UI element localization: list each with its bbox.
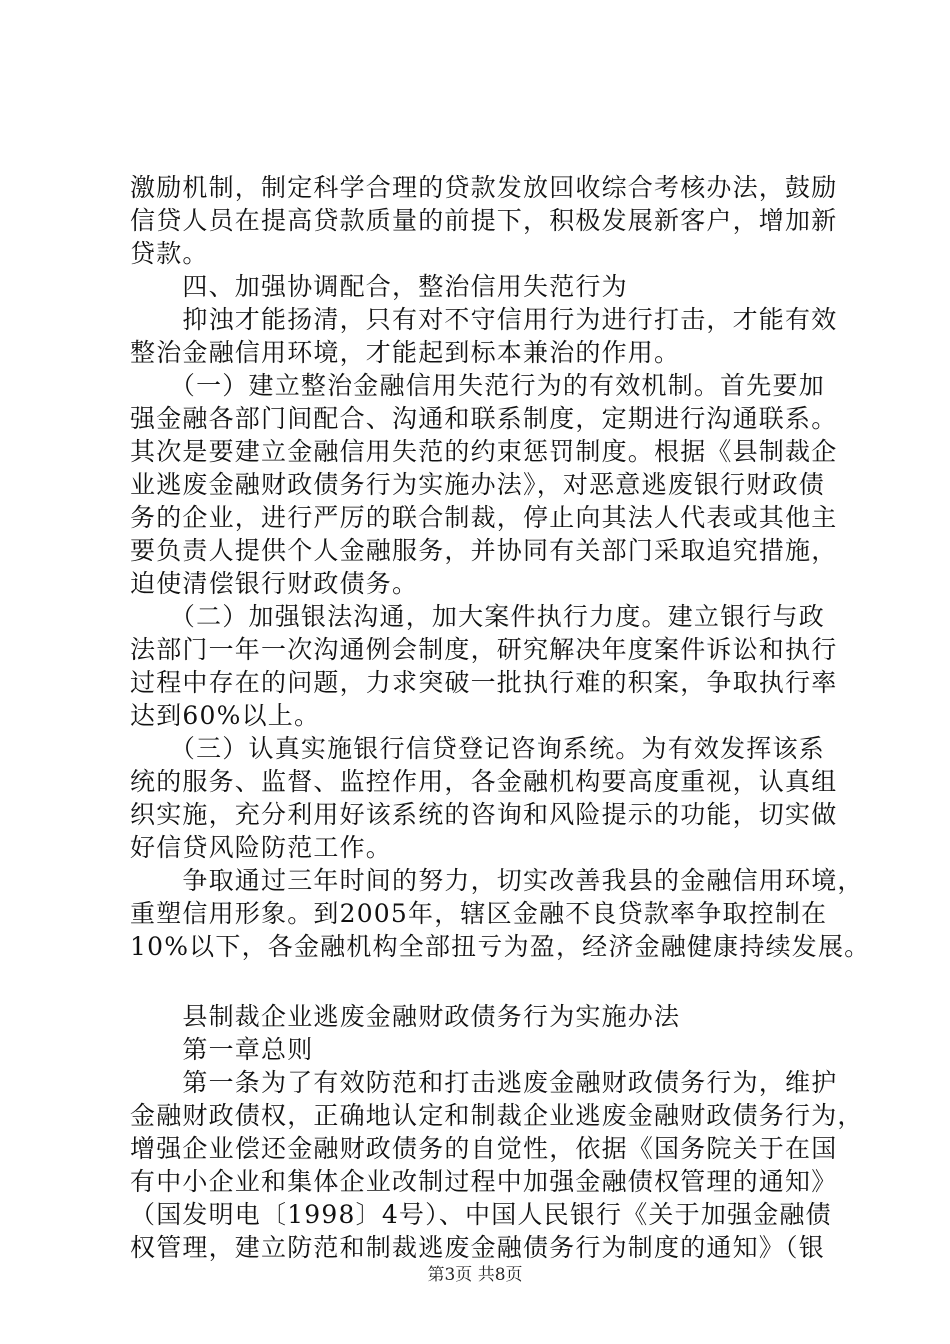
body-text-line: 法部门一年一次沟通例会制度，研究解决年度案件诉讼和执行 [130,635,838,664]
body-text-line: 整治金融信用环境，才能起到标本兼治的作用。 [130,338,681,367]
body-text-line: 激励机制，制定科学合理的贷款发放回收综合考核办法，鼓励 [130,173,838,202]
document-title: 县制裁企业逃废金融财政债务行为实施办法 [130,1002,681,1031]
body-text-line: 10%以下，各金融机构全部扭亏为盈，经济金融健康持续发展。 [130,932,871,961]
body-text-line: 金融财政债权，正确地认定和制裁企业逃废金融财政债务行为， [130,1101,864,1130]
body-text-line: 业逃废金融财政债务行为实施办法》，对恶意逃废银行财政债 [130,470,825,499]
chapter-heading: 第一章总则 [130,1035,314,1064]
body-text-line: 信贷人员在提高贷款质量的前提下，积极发展新客户，增加新 [130,206,838,235]
body-text-line: 有中小企业和集体企业改制过程中加强金融债权管理的通知》 [130,1167,838,1196]
body-text-line: 重塑信用形象。到2005年，辖区金融不良贷款率争取控制在 [130,899,828,928]
body-text-line: （国发明电〔1998〕4号）、中国人民银行《关于加强金融债 [130,1200,832,1229]
page-footer: 第3页 共8页 [427,1265,523,1285]
body-text-line: 好信贷风险防范工作。 [130,833,393,862]
body-text-line: 贷款。 [130,239,209,268]
body-text-line: 要负责人提供个人金融服务，并协同有关部门采取追究措施， [130,536,838,565]
body-text-line-overflow: 权管理，建立防范和制裁逃废金融债务行为制度的通知》（银 [130,1233,825,1262]
body-text-line: 务的企业，进行严厉的联合制裁，停止向其法人代表或其他主 [130,503,838,532]
body-text-line: （三）认真实施银行信贷登记咨询系统。为有效发挥该系 [130,734,825,763]
body-text-line: 迫使清偿银行财政债务。 [130,569,419,598]
body-text-line: （二）加强银法沟通，加大案件执行力度。建立银行与政 [130,602,825,631]
body-text-line: 统的服务、监督、监控作用，各金融机构要高度重视，认真组 [130,767,838,796]
section-heading: 四、加强协调配合，整治信用失范行为 [130,272,628,301]
body-text-line: 其次是要建立金融信用失范的约束惩罚制度。根据《县制裁企 [130,437,838,466]
body-text-line: 过程中存在的问题，力求突破一批执行难的积案，争取执行率 [130,668,838,697]
body-text-line: 增强企业偿还金融财政债务的自觉性，依据《国务院关于在国 [130,1134,838,1163]
body-text-line: 抑浊才能扬清，只有对不守信用行为进行打击，才能有效 [130,305,838,334]
body-text-line: 第一条为了有效防范和打击逃废金融财政债务行为，维护 [130,1068,838,1097]
body-text-line: （一）建立整治金融信用失范行为的有效机制。首先要加 [130,371,825,400]
body-text-line: 织实施，充分利用好该系统的咨询和风险提示的功能，切实做 [130,800,838,829]
body-text-line: 达到60%以上。 [130,701,321,730]
body-text-line: 强金融各部门间配合、沟通和联系制度，定期进行沟通联系。 [130,404,838,433]
body-text-line: 争取通过三年时间的努力，切实改善我县的金融信用环境， [130,866,864,895]
